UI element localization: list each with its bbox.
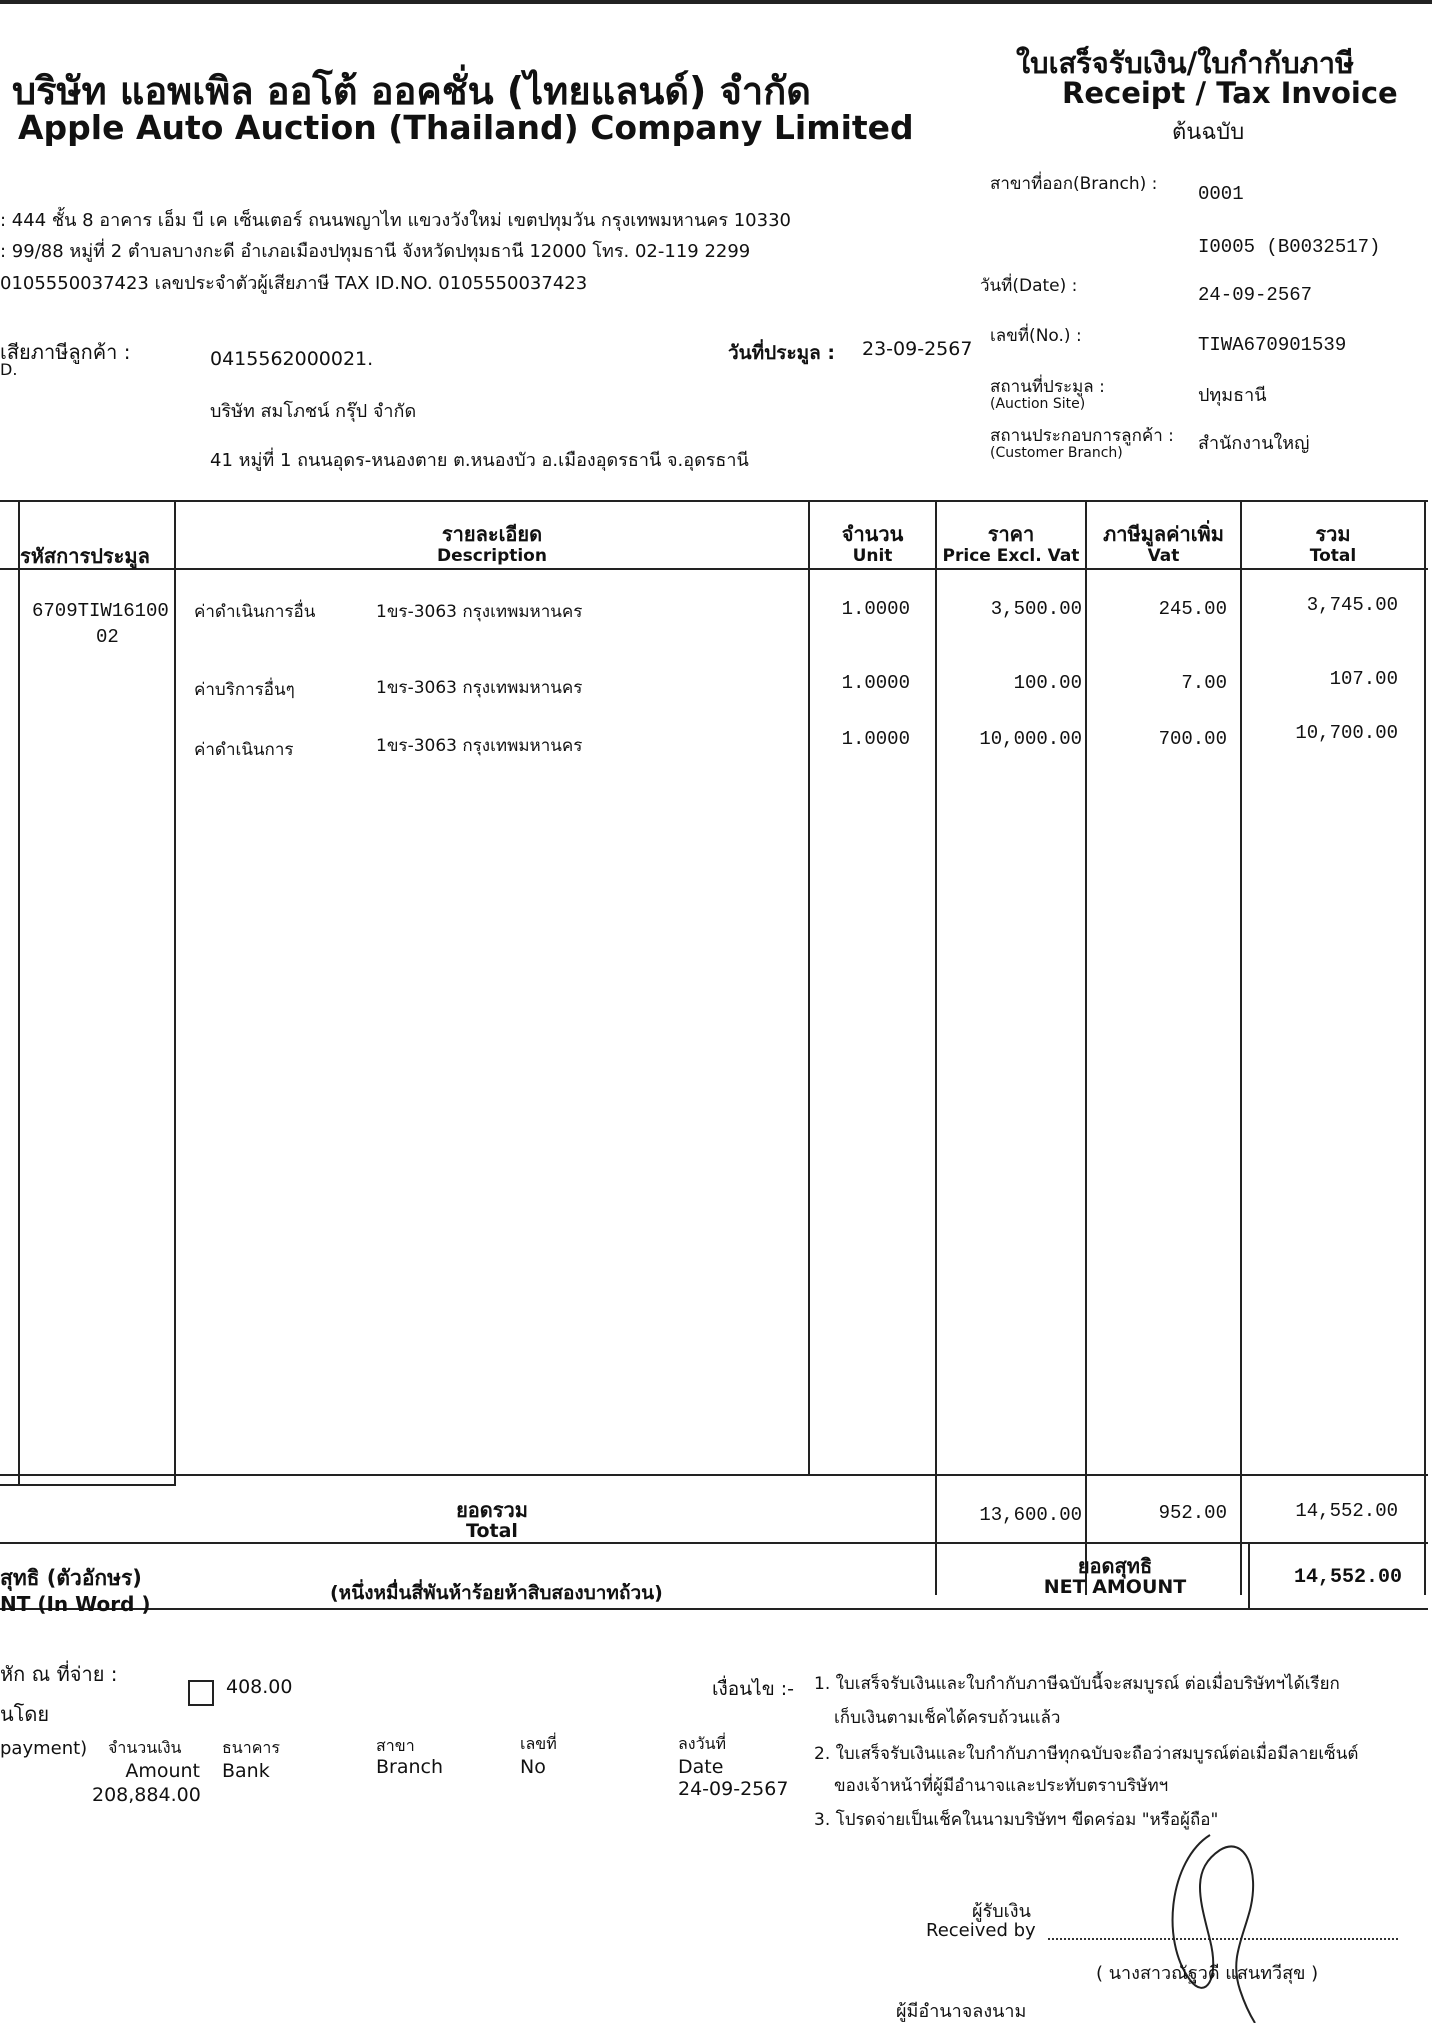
payment-label: payment) (0, 1738, 88, 1759)
row-vat: 7.00 (1181, 672, 1227, 694)
row-plate: 1ขร-3063 กรุงเทพมหานคร (376, 736, 583, 756)
sum-label-en: Total (466, 1520, 518, 1542)
withholding-label: หัก ณ ที่จ่าย : (0, 1662, 118, 1686)
authorized-signer-label: ผู้มีอำนาจลงนาม (896, 2001, 1027, 2022)
company-address-1: : 444 ชั้น 8 อาคาร เอ็ม บี เค เซ็นเตอร์ ถนนพญาไท แขวงวังใหม่ เขตปทุมวัน กรุงเทพมหานคร 10330 (0, 210, 791, 231)
auction-site-value: ปทุมธานี (1198, 385, 1267, 406)
auction-site-label-en: (Auction Site) (990, 396, 1086, 412)
sum-price: 13,600.00 (979, 1504, 1082, 1526)
customer-taxid-label: เสียภาษีลูกค้า : (0, 340, 131, 364)
customer-taxid-label-en: D. (0, 360, 18, 379)
amount-in-words: (หนึ่งหมื่นสี่พันห้าร้อยห้าสิบสองบาทถ้วน) (330, 1582, 663, 1604)
header-code: รหัสการประมูล (20, 544, 150, 568)
ref-value: I0005 (B0032517) (1198, 236, 1381, 258)
table-col-divider (935, 500, 937, 1595)
row-item: ค่าบริการอื่นๆ (194, 680, 295, 700)
table-col-divider (1240, 500, 1242, 1595)
customer-address: 41 หมู่ที่ 1 ถนนอุดร-หนองตาย ต.หนองบัว อ.เมืองอุดรธานี จ.อุดรธานี (210, 450, 749, 471)
row-plate: 1ขร-3063 กรุงเทพมหานคร (376, 678, 583, 698)
row-item: ค่าดำเนินการอื่น (194, 602, 316, 622)
branch-value: 0001 (1198, 183, 1244, 205)
row-price: 10,000.00 (979, 728, 1082, 750)
amount-label-en: Amount (125, 1760, 200, 1782)
date-label: วันที่(Date) : (980, 276, 1078, 296)
pay-date-label-th: ลงวันที่ (678, 1734, 727, 1753)
row-plate: 1ขร-3063 กรุงเทพมหานคร (376, 602, 583, 622)
auction-date-label: วันที่ประมูล : (728, 342, 836, 364)
net-label-th: ยอดสุทธิ (1077, 1554, 1153, 1578)
company-name-en: Apple Auto Auction (Thailand) Company Limited (18, 108, 914, 147)
amount-value: 208,884.00 (92, 1784, 201, 1806)
row-price: 3,500.00 (990, 598, 1082, 620)
handwritten-signature (1150, 1830, 1280, 2023)
auction-code-line1: 6709TIW16100 (32, 600, 169, 622)
header-unit-en: Unit (852, 546, 893, 566)
table-top-border (0, 500, 1428, 502)
bank-label-th: ธนาคาร (222, 1738, 280, 1757)
receiver-name: ( นางสาวณัฐวดี แสนทวีสุข ) (1096, 1963, 1319, 1984)
header-unit-th: จำนวน (841, 522, 904, 546)
row-total: 3,745.00 (1306, 594, 1398, 616)
top-border (0, 0, 1432, 4)
pay-date-label-en: Date (678, 1756, 724, 1778)
date-value: 24-09-2567 (1198, 284, 1313, 306)
header-vat-th: ภาษีมูลค่าเพิ่ม (1103, 522, 1224, 546)
pay-branch-label-en: Branch (376, 1756, 444, 1778)
row-vat: 700.00 (1158, 728, 1227, 750)
doc-title-en: Receipt / Tax Invoice (1062, 76, 1398, 110)
doc-no-value: TIWA670901539 (1198, 334, 1347, 356)
condition-3: 3. โปรดจ่ายเป็นเช็คในนามบริษัทฯ ขีดคร่อม "หรือผู้ถือ" (814, 1810, 1219, 1830)
table-col-divider (18, 500, 20, 1485)
header-desc-en: Description (437, 546, 547, 566)
table-col-divider (174, 500, 176, 1485)
word-label-en: NT (In Word ) (0, 1592, 151, 1616)
withholding-value: 408.00 (226, 1676, 293, 1698)
sum-vat: 952.00 (1158, 1502, 1227, 1524)
row-total: 10,700.00 (1295, 722, 1398, 744)
row-unit: 1.0000 (841, 598, 910, 620)
auction-code-line2: 02 (96, 626, 119, 648)
doc-copy-label: ต้นฉบับ (1172, 120, 1245, 145)
conditions-label: เงื่อนไข :- (712, 1678, 795, 1700)
doc-no-label: เลขที่(No.) : (990, 326, 1082, 346)
header-price-en: Price Excl. Vat (942, 546, 1080, 566)
row-total: 107.00 (1329, 668, 1398, 690)
received-by-label-en: Received by (926, 1920, 1036, 1941)
table-sum-border (0, 1474, 1428, 1476)
company-tax-id: 0105550037423 เลขประจำตัวผู้เสียภาษี TAX ID.NO. 0105550037423 (0, 273, 588, 294)
table-col-divider (808, 500, 810, 1475)
pay-no-label-en: No (520, 1756, 546, 1778)
condition-2a: 2. ใบเสร็จรับเงินและใบกำกับภาษีทุกฉบับจะถือว่าสมบูรณ์ต่อเมื่อมีลายเซ็นต์ (814, 1744, 1359, 1764)
net-amount: 14,552.00 (1293, 1566, 1402, 1589)
table-right-border (1424, 500, 1426, 1595)
row-item: ค่าดำเนินการ (194, 740, 294, 760)
customer-branch-label-en: (Customer Branch) (990, 445, 1123, 461)
sum-label-th: ยอดรวม (456, 1498, 528, 1522)
customer-name: บริษัท สมโภชน์ กรุ๊ป จำกัด (210, 401, 417, 422)
payment-by-label: นโดย (0, 1702, 50, 1726)
bank-label-en: Bank (222, 1760, 270, 1782)
row-price: 100.00 (1013, 672, 1082, 694)
doc-title-th: ใบเสร็จรับเงิน/ใบกำกับภาษี (1016, 46, 1355, 80)
table-body-bottom-left (0, 1484, 176, 1486)
table-header-border (0, 568, 1428, 570)
branch-label: สาขาที่ออก(Branch) : (990, 174, 1158, 194)
company-address-2: : 99/88 หมู่ที่ 2 ตำบลบางกะดี อำเภอเมืองปทุมธานี จังหวัดปทุมธานี 12000 โทร. 02-119 2299 (0, 241, 751, 262)
pay-branch-label-th: สาขา (376, 1736, 415, 1755)
company-name-th: บริษัท แอพเพิล ออโต้ ออคชั่น (ไทยแลนด์) จำกัด (12, 69, 811, 113)
header-total-en: Total (1309, 546, 1357, 566)
sum-total: 14,552.00 (1295, 1500, 1398, 1522)
table-bottom-border (0, 1608, 1428, 1610)
customer-branch-label: สถานประกอบการลูกค้า : (990, 426, 1174, 446)
word-label-th: สุทธิ (ตัวอักษร) (0, 1566, 142, 1590)
condition-2b: ของเจ้าหน้าที่ผู้มีอำนาจและประทับตราบริษัทฯ (834, 1776, 1169, 1796)
header-price-th: ราคา (987, 522, 1035, 546)
header-vat-en: Vat (1147, 546, 1180, 566)
row-unit: 1.0000 (841, 728, 910, 750)
pay-no-label-th: เลขที่ (520, 1734, 557, 1753)
auction-site-label: สถานที่ประมูล : (990, 377, 1105, 397)
header-desc-th: รายละเอียด (441, 522, 543, 546)
customer-branch-value: สำนักงานใหญ่ (1198, 433, 1310, 454)
withholding-checkbox[interactable] (188, 1680, 214, 1706)
condition-1b: เก็บเงินตามเช็คได้ครบถ้วนแล้ว (834, 1708, 1061, 1728)
table-col-divider (1085, 500, 1087, 1595)
pay-date-value: 24-09-2567 (678, 1778, 789, 1800)
condition-1a: 1. ใบเสร็จรับเงินและใบกำกับภาษีฉบับนี้จะสมบูรณ์ ต่อเมื่อบริษัทฯได้เรียก (814, 1674, 1340, 1694)
customer-taxid-value: 0415562000021. (210, 348, 374, 370)
row-vat: 245.00 (1158, 598, 1227, 620)
auction-date-value: 23-09-2567 (862, 338, 973, 360)
header-total-th: รวม (1315, 522, 1351, 546)
table-net-border (0, 1542, 1428, 1544)
amount-label-th: จำนวนเงิน (108, 1738, 182, 1757)
received-by-label-th: ผู้รับเงิน (972, 1901, 1031, 1922)
row-unit: 1.0000 (841, 672, 910, 694)
net-label-en: NET AMOUNT (1043, 1576, 1187, 1598)
